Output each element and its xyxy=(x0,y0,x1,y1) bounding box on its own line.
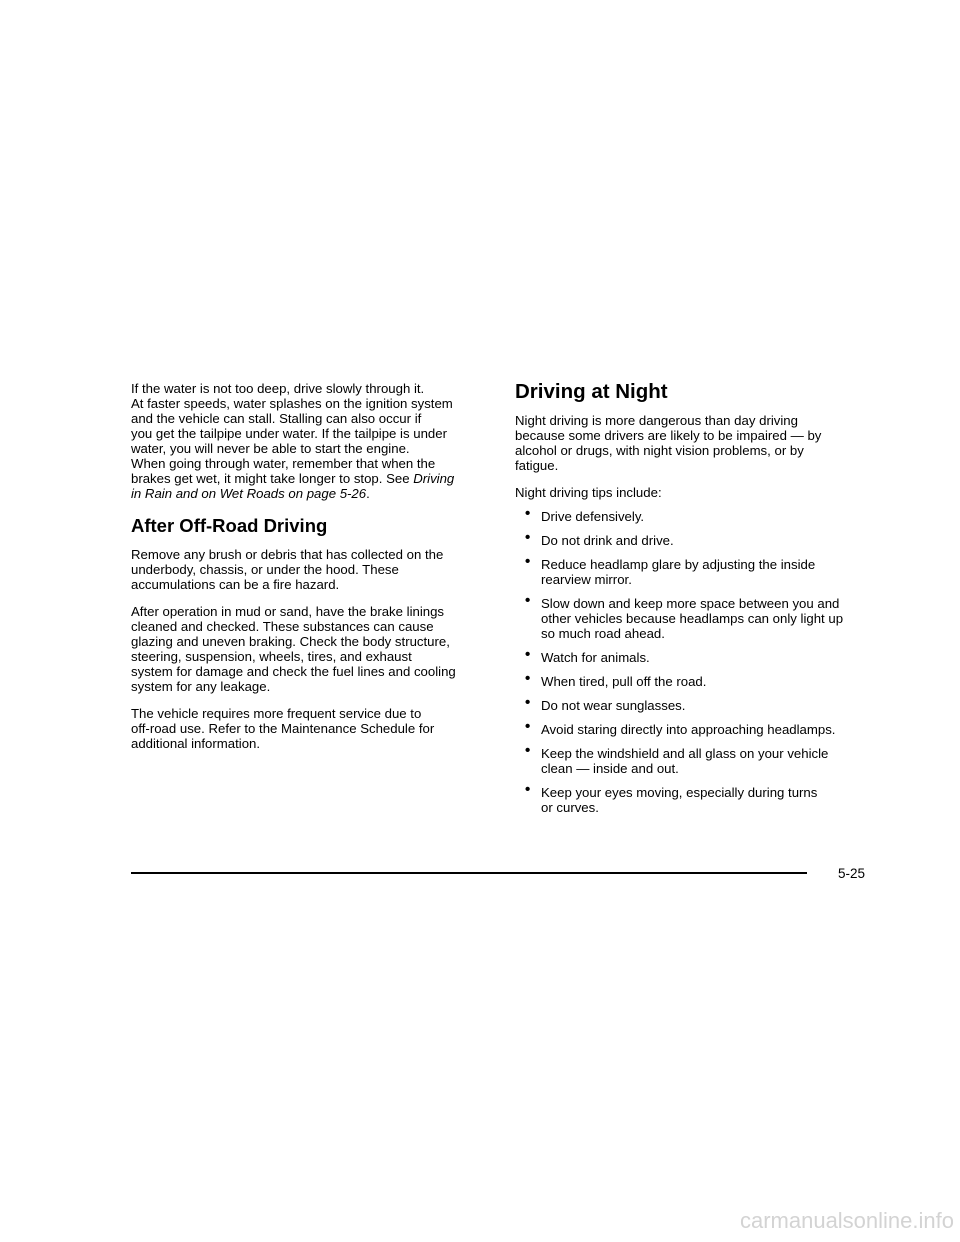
bullet-icon: • xyxy=(525,592,531,609)
list-item: • Avoid staring directly into approaching headlamps. xyxy=(525,718,836,737)
bullet-icon: • xyxy=(525,529,531,546)
footer-rule xyxy=(131,872,807,874)
remove-debris-paragraph: Remove any brush or debris that has collected on the underbody, chassis, or under the hood. These accumulations can be a fire hazard. xyxy=(131,547,444,592)
mud-sand-paragraph: After operation in mud or sand, have the brake linings cleaned and checked. These substances can cause glazing and uneven braking. Check the body structure, steering, suspension, wheels, tires, and exhaust system for damage and check the fuel lines and cooling system for any leakage. xyxy=(131,604,456,694)
list-item: • Keep your eyes moving, especially during turns or curves. xyxy=(525,781,818,815)
bullet-icon: • xyxy=(525,718,531,735)
driving-at-night-heading: Driving at Night xyxy=(515,380,668,403)
list-item: • Keep the windshield and all glass on your vehicle clean — inside and out. xyxy=(525,742,829,776)
after-off-road-driving-heading: After Off-Road Driving xyxy=(131,515,328,536)
tips-intro: Night driving tips include: xyxy=(515,485,662,500)
maintenance-paragraph: The vehicle requires more frequent service due to off-road use. Refer to the Maintenance Schedule for additional information. xyxy=(131,706,435,751)
list-item: • Do not wear sunglasses. xyxy=(525,694,686,713)
night-driving-tips-list xyxy=(515,505,875,815)
watermark: carmanualsonline.info xyxy=(739,1208,954,1233)
list-item: • Reduce headlamp glare by adjusting the inside rearview mirror. xyxy=(525,553,816,587)
bullet-icon: • xyxy=(525,670,531,687)
right-column xyxy=(515,381,875,824)
night-driving-intro-paragraph: Night driving is more dangerous than day driving because some drivers are likely to be impaired — by alcohol or drugs, with night vision problems, or by fatigue. xyxy=(515,413,822,473)
list-item: • When tired, pull off the road. xyxy=(525,670,707,689)
bullet-icon: • xyxy=(525,505,531,522)
bullet-icon: • xyxy=(525,781,531,798)
list-item: • Slow down and keep more space between you and other vehicles because headlamps can only light up so much road ahead. xyxy=(525,592,844,641)
left-column xyxy=(131,381,491,763)
driving-in-rain-link[interactable]: Driving in Rain and on Wet Roads on page 5-26 xyxy=(131,471,455,501)
list-item: • Watch for animals. xyxy=(525,646,650,665)
bullet-icon: • xyxy=(525,694,531,711)
bullet-icon: • xyxy=(525,742,531,759)
list-item: • Drive defensively. xyxy=(525,505,645,524)
page-number: 5-25 xyxy=(838,866,866,881)
list-item: • Do not drink and drive. xyxy=(525,529,674,548)
water-driving-paragraph: If the water is not too deep, drive slowly through it. At faster speeds, water splashes on the ignition system and the vehicle can stall. Stalling can also occur if you get the tailpipe under water. If the tailpipe is under water, you will never be able to start the engine. When going through water, remember that when the brakes get wet, it might take longer to stop. See Driving in Rain and on Wet Roads on page 5-26. xyxy=(131,381,455,501)
bullet-icon: • xyxy=(525,553,531,570)
bullet-icon: • xyxy=(525,646,531,663)
